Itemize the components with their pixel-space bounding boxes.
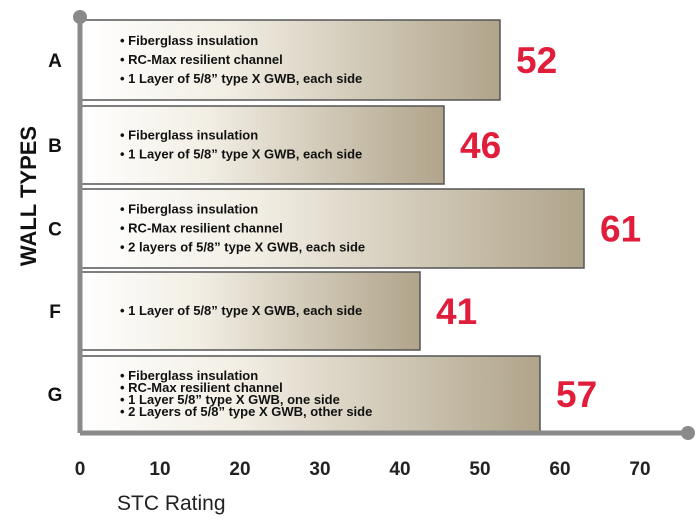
category-label: A (48, 51, 62, 72)
bar-feature-text: • 1 Layer 5/8” type X GWB, one side (120, 392, 340, 407)
bar-feature-text: • Fiberglass insulation (120, 201, 259, 217)
bar-feature-text: • RC-Max resilient channel (120, 52, 283, 67)
category-label: F (49, 302, 61, 323)
x-tick-label: 0 (74, 459, 86, 480)
value-label: 52 (516, 40, 558, 81)
x-tick-label: 50 (469, 459, 491, 480)
category-label: G (47, 385, 63, 406)
bar-feature-text: • 1 Layer of 5/8” type X GWB, each side (120, 303, 363, 318)
value-label: 57 (556, 374, 598, 415)
bar-feature-text: • 2 Layers of 5/8” type X GWB, other side (120, 404, 373, 419)
x-axis-title: STC Rating (117, 492, 226, 515)
y-axis-end-dot (73, 10, 87, 24)
category-label: B (48, 136, 62, 157)
x-tick-label: 70 (629, 459, 651, 480)
x-tick-label: 40 (389, 459, 411, 480)
bar-feature-text: • 1 Layer of 5/8” type X GWB, each side (120, 71, 363, 86)
category-label: C (48, 219, 62, 241)
x-tick-label: 30 (309, 459, 331, 480)
x-tick-label: 20 (229, 459, 251, 480)
bar-feature-text: • Fiberglass insulation (120, 368, 259, 383)
bar-feature-text: • Fiberglass insulation (120, 33, 259, 48)
x-axis-end-dot (681, 426, 695, 440)
value-label: 61 (600, 208, 642, 250)
bar-feature-text: • RC-Max resilient channel (120, 380, 283, 395)
bar-feature-text: • 1 Layer of 5/8” type X GWB, each side (120, 146, 363, 162)
value-label: 46 (460, 125, 502, 166)
bar-feature-text: • Fiberglass insulation (120, 127, 259, 143)
x-tick-label: 60 (549, 459, 571, 480)
bar-feature-text: • 2 layers of 5/8” type X GWB, each side (120, 239, 366, 255)
y-axis-title: WALL TYPES (16, 125, 41, 267)
bar-feature-text: • RC-Max resilient channel (120, 220, 283, 236)
value-label: 41 (436, 291, 478, 332)
bar-b (80, 106, 444, 184)
x-tick-label: 10 (149, 459, 171, 480)
